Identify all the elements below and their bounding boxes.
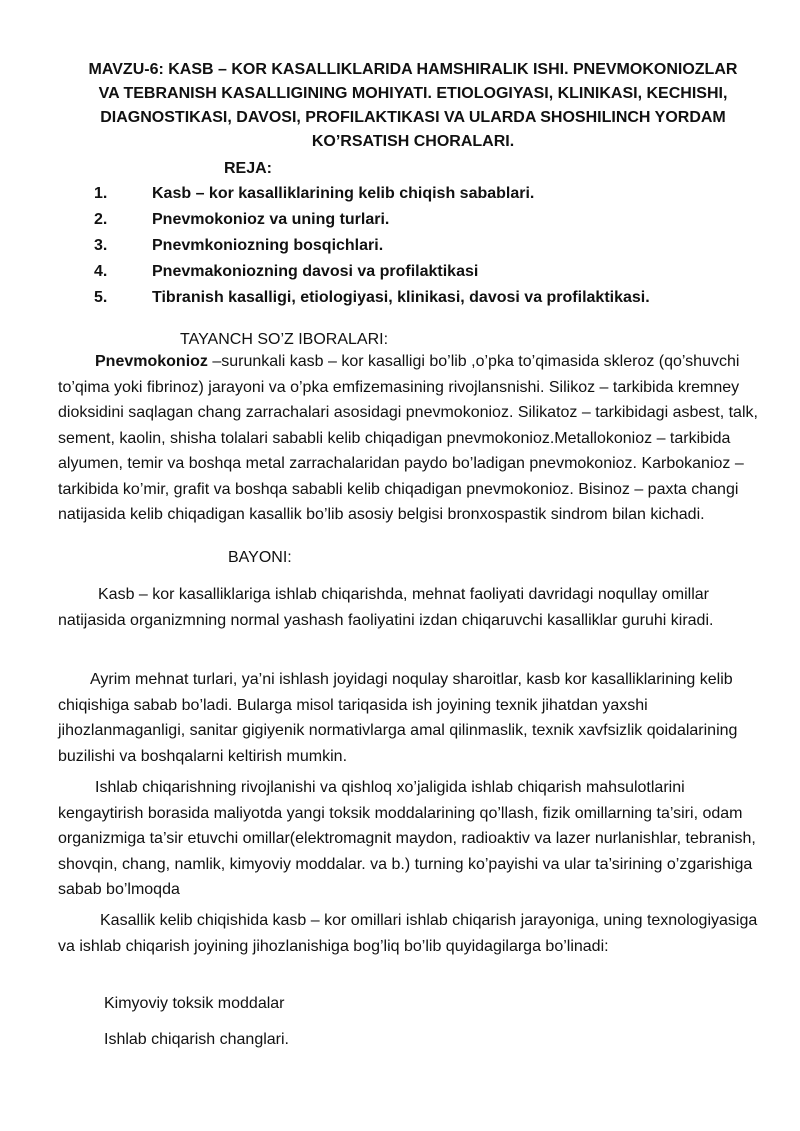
title-line: KO’RSATISH CHORALARI. [311, 133, 515, 150]
plan-item-number: 1. [94, 185, 108, 202]
body-paragraph: Kasb – kor kasalliklariga ishlab chiqarishda, mehnat faoliyati davridagi noqullay omillar natijasida organizmning normal yashash faoliyatini izdan chiqaruvchi kasalliklar guruhi kiradi. [58, 586, 714, 629]
keyword-term: Pnevmokonioz [95, 353, 208, 370]
keywords-paragraph [58, 349, 758, 528]
plan-item [94, 233, 650, 259]
plan-item-text: Kasb – kor kasalliklarining kelib chiqish sabablari. [152, 185, 535, 202]
plan-item-number: 3. [94, 237, 108, 254]
plan-item-text: Pnevmakoniozning davosi va profilaktikasi [152, 263, 479, 280]
body-paragraph: Ishlab chiqarishning rivojlanishi va qishloq xo’jaligida ishlab chiqarish mahsulotlarini kengaytirish borasida maliyotda yangi toksik moddalarining qo’llash, fizik omillarning ta’siri, odam organizmiga ta’sir etuvchi omillar(elektromagnit maydon, radioaktiv va lazer nurlanishlar, tebranish, shovqin, chang, namlik, kimyoviy moddalar. va b.) turning ko’payishi va ular ta’sirining o’zgarishiga sabab bo’lmoqda [58, 779, 756, 898]
keywords-heading: TAYANCH SO’Z IBORALARI: [180, 331, 389, 348]
plan-item [94, 259, 650, 285]
plan-list [94, 181, 650, 311]
body-paragraph: Kasallik kelib chiqishida kasb – kor omillari ishlab chiqarish jarayoniga, uning texnologiyasiga va ishlab chiqarish joyining jihozlanishiga bog’liq bo’lib quyidagilarga bo’linadi: [58, 912, 758, 955]
body-paragraph: Ayrim mehnat turlari, ya’ni ishlash joyidagi noqulay sharoitlar, kasb kor kasalliklarining kelib chiqishiga sabab bo’ladi. Bularga misol tariqasida ish joyining texnik jihatdan yaxshi jihozlanmaganligi, sanitar gigiyenik normativlarga amal qilinmaslik, texnik xavfsizlik qoidalarining buzilishi va boshqalarni keltirish mumkin. [58, 671, 738, 765]
body-heading: BAYONI: [228, 549, 292, 566]
plan-item-text: Tibranish kasalligi, etiologiyasi, klinikasi, davosi va profilaktikasi. [152, 289, 650, 306]
page-title [88, 58, 738, 154]
plan-item-text: Pnevmkoniozning bosqichlari. [152, 237, 384, 254]
factor-item: Kimyoviy toksik moddalar [104, 995, 285, 1012]
keyword-definitions: –surunkali kasb – kor kasalligi bo’lib ,o’pka to’qimasida skleroz (qo’shuvchi to’qima yoki fibrinoz) jarayoni va o’pka emfizemasining rivojlansnishi. Silikoz – tarkibida kremney dioksidini saqlagan chang zarrachalari asosidagi pnevmokonioz. Silikatoz – tarkibidagi asbest, talk, sement, kaolin, shisha tolalari sababli kelib chiqadigan pnevmokonioz.Metallokonioz – tarkibida alyumen, temir va boshqa metal zarrachalaridan paydo bo’ladigan pnevmokonioz. Karbokanioz – tarkibida ko’mir, grafit va boshqa sababli kelib chiqadigan pnevmokonioz. Bisinoz – paxta changi natijasida kelib chiqadigan kasallik bo’lib asosiy belgisi bronxospastik sindrom bilan kichadi. [58, 353, 758, 523]
plan-item [94, 285, 650, 311]
plan-item [94, 207, 650, 233]
plan-item [94, 181, 650, 207]
factor-item: Ishlab chiqarish changlari. [104, 1031, 289, 1048]
plan-item-number: 5. [94, 289, 108, 306]
plan-item-number: 4. [94, 263, 108, 280]
plan-heading: REJA: [224, 160, 273, 177]
title-line: MAVZU-6: KASB – KOR KASALLIKLARIDA HAMSHIRALIK ISHI. PNEVMOKONIOZLAR [88, 61, 738, 78]
title-line: DIAGNOSTIKASI, DAVOSI, PROFILAKTIKASI VA ULARDA SHOSHILINCH YORDAM [100, 109, 726, 126]
plan-item-text: Pnevmokonioz va uning turlari. [152, 211, 390, 228]
title-line: VA TEBRANISH KASALLIGINING MOHIYATI. ETIOLOGIYASI, KLINIKASI, KECHISHI, [98, 85, 728, 102]
plan-item-number: 2. [94, 211, 108, 228]
